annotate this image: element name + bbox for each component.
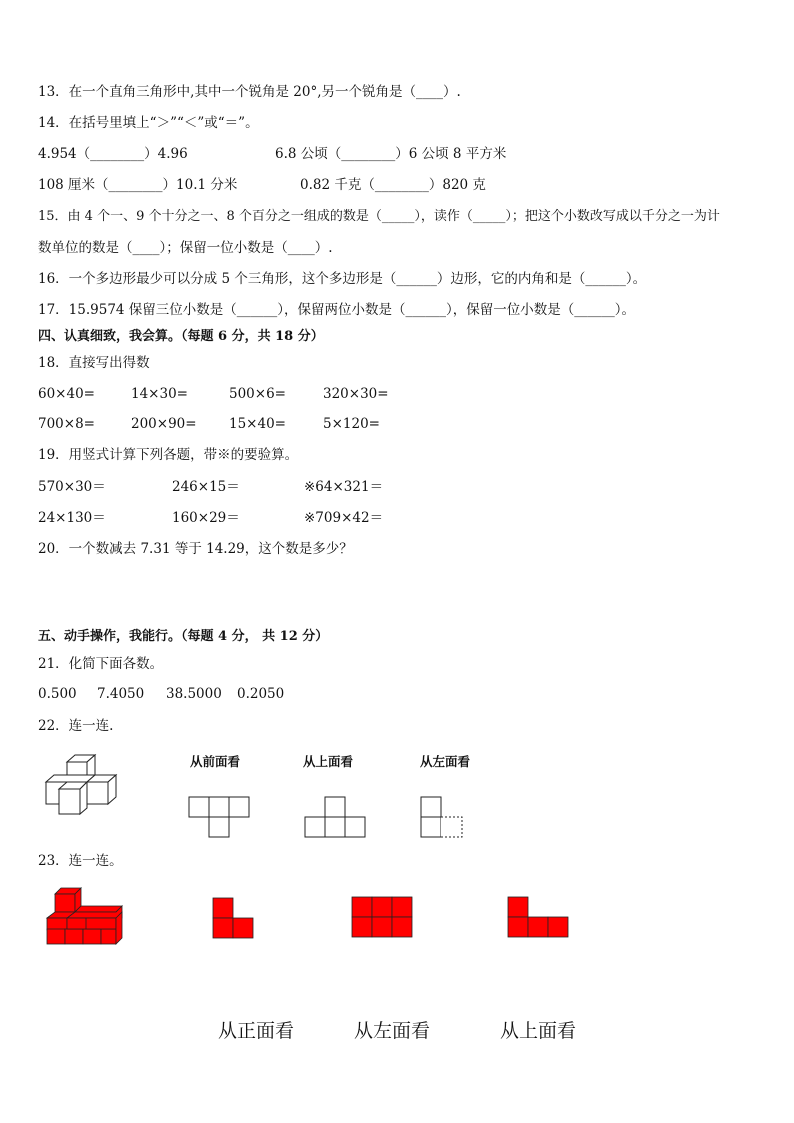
vertical-calc-item: 24×130＝ [38,510,106,526]
question-13: 13．在一个直角三角形中,其中一个锐角是 20°,另一个锐角是（____）. [38,84,461,100]
q23-view-red-l-shape [212,897,255,939]
question-23-title: 23．连一连。 [38,853,123,869]
calc-item: 700×8= [38,416,95,432]
q22-view-l-shape [420,796,464,838]
compare-item: 0.82 千克（________）820 克 [300,177,486,193]
simplify-number: 38.5000 [166,686,222,702]
section-4-heading: 四、认真细致，我会算。（每题 6 分，共 18 分） [38,329,324,344]
calc-item: 60×40= [38,386,95,402]
question-14-title: 14．在括号里填上“＞”“＜”或“＝”。 [38,115,259,131]
calc-item: 500×6= [229,386,286,402]
section-5-heading: 五、动手操作，我能行。（每题 4 分， 共 12 分） [38,629,329,644]
vertical-calc-item: 570×30＝ [38,479,106,495]
compare-item: 108 厘米（________）10.1 分米 [38,177,238,193]
q22-cube-solid-figure [40,752,140,818]
view-label-front-large: 从正面看 [218,1020,295,1042]
vertical-calc-item: 160×29＝ [172,510,240,526]
vertical-calc-item: 246×15＝ [172,479,240,495]
question-15-line2: 数单位的数是（____）；保留一位小数是（____）. [38,240,333,256]
vertical-calc-item: ※64×321＝ [304,479,384,495]
question-19-title: 19．用竖式计算下列各题，带※的要验算。 [38,447,299,463]
calc-item: 15×40= [229,416,286,432]
view-label-top-large: 从上面看 [500,1020,577,1042]
question-17: 17．15.9574 保留三位小数是（______），保留两位小数是（______），保留一位小数是（______）。 [38,302,636,318]
question-15-line1: 15．由 4 个一、9 个十分之一、8 个百分之一组成的数是（_____），读作（_____）；把这个小数改写成以千分之一为计 [38,209,720,224]
view-label-top: 从上面看 [303,754,354,769]
q22-view-inverted-t-shape [304,796,366,838]
simplify-number: 7.4050 [97,686,145,702]
question-16: 16．一个多边形最少可以分成 5 个三角形，这个多边形是（______）边形，它的内角和是（______）。 [38,271,647,287]
compare-item: 6.8 公顷（________）6 公顷 8 平方米 [275,146,507,162]
question-18-title: 18．直接写出得数 [38,355,150,371]
calc-item: 320×30= [323,386,389,402]
calc-item: 200×90= [131,416,197,432]
view-label-left-large: 从左面看 [354,1020,431,1042]
calc-item: 14×30= [131,386,188,402]
q23-view-red-step-shape [507,896,569,939]
view-label-left: 从左面看 [420,754,471,769]
question-21-title: 21．化简下面各数。 [38,656,164,672]
simplify-number: 0.2050 [237,686,285,702]
simplify-number: 0.500 [38,686,77,702]
question-22-title: 22．连一连. [38,718,114,734]
vertical-calc-item: ※709×42＝ [304,510,384,526]
q22-view-t-shape [188,796,250,838]
q23-view-red-3x2-grid [351,896,413,939]
question-20: 20．一个数减去 7.31 等于 14.29，这个数是多少？ [38,541,353,557]
q23-red-cube-solid-figure [46,886,126,946]
calc-item: 5×120= [323,416,380,432]
compare-item: 4.954（________）4.96 [38,146,188,162]
view-label-front: 从前面看 [190,754,241,769]
